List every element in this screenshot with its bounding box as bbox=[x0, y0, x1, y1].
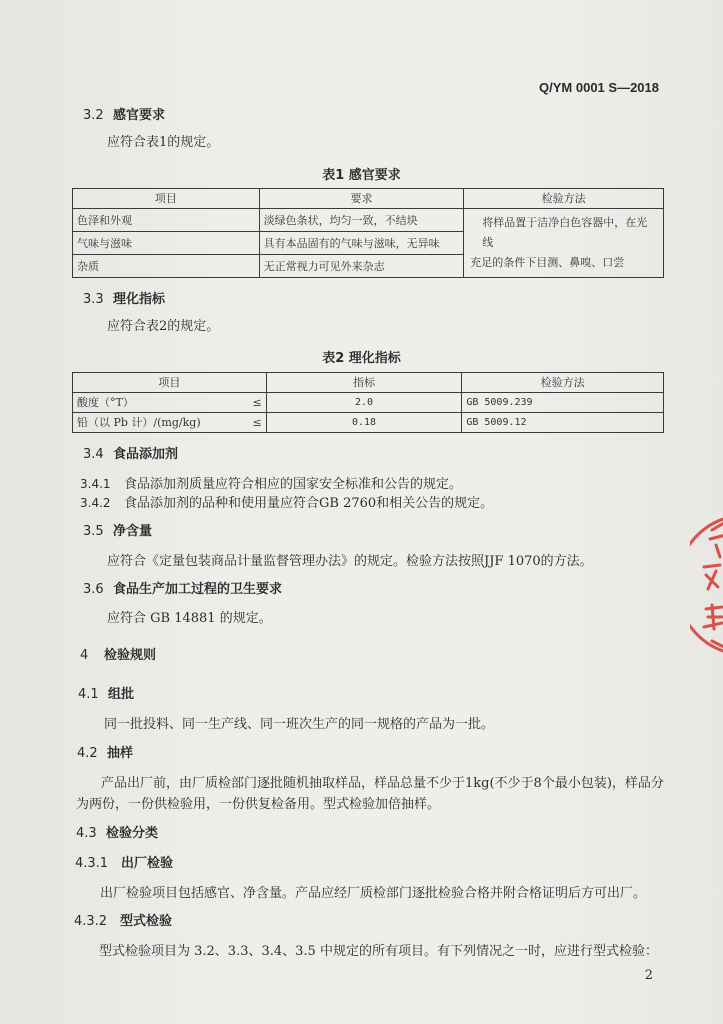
page-number: 2 bbox=[644, 968, 653, 983]
para-4-3-2: 型式检验项目为 3.2、3.3、3.4、3.5 中规定的所有项目。有下列情况之一时，应进行型式检验： bbox=[99, 944, 658, 959]
standard-code: Q/YM 0001 S—2018 bbox=[539, 80, 659, 95]
heading-4-3-2: 4.3.2 型式检验 bbox=[74, 914, 173, 929]
table1-cell-item: 气味与滋味 bbox=[73, 232, 260, 255]
heading-3-5: 3.5 净含量 bbox=[83, 524, 153, 539]
table2-header-index: 指标 bbox=[266, 373, 462, 393]
heading-4: 4 检验规则 bbox=[80, 648, 157, 663]
para-4-3-1: 出厂检验项目包括感官、净含量。产品应经厂质检部门逐批检验合格并附合格证明后方可出厂。 bbox=[100, 886, 647, 901]
para-3-2: 应符合表1的规定。 bbox=[107, 135, 220, 150]
heading-3-3: 3.3 理化指标 bbox=[83, 292, 166, 307]
table1-cell-req: 无正常视力可见外来杂志 bbox=[259, 255, 464, 278]
para-3-4-2: 3.4.2 食品添加剂的品种和使用量应符合GB 2760和相关公告的规定。 bbox=[80, 496, 494, 511]
heading-4-2: 4.2 抽样 bbox=[77, 746, 134, 761]
para-3-5: 应符合《定量包装商品计量监督管理办法》的规定。检验方法按照JJF 1070的方法。 bbox=[107, 554, 593, 569]
para-4-1: 同一批投料、同一生产线、同一班次生产的同一规格的产品为一批。 bbox=[104, 717, 495, 732]
table1-header-req: 要求 bbox=[259, 189, 464, 209]
table1-cell-item: 杂质 bbox=[73, 255, 260, 278]
table1-cell-req: 具有本品固有的气味与滋味，无异味 bbox=[259, 232, 464, 255]
table-physicochemical bbox=[72, 372, 664, 433]
table2-header-item: 项目 bbox=[73, 373, 267, 393]
table1-header-method: 检验方法 bbox=[464, 189, 664, 209]
table1-cell-method: 将样品置于洁净白色容器中，在光线 充足的条件下目测、鼻嗅、口尝 bbox=[464, 209, 664, 278]
table2-cell-value: 0.18 bbox=[266, 413, 462, 433]
table-sensory bbox=[72, 188, 664, 278]
para-4-2-line1: 产品出厂前，由厂质检部门逐批随机抽取样品，样品总量不少于1kg(不少于8个最小包装)，样品分 bbox=[101, 776, 664, 791]
table2-cell-value: 2.0 bbox=[266, 393, 462, 413]
heading-4-1: 4.1 组批 bbox=[78, 687, 135, 702]
para-3-3: 应符合表2的规定。 bbox=[107, 319, 220, 334]
para-3-4-1: 3.4.1 食品添加剂质量应符合相应的国家安全标准和公告的规定。 bbox=[80, 477, 463, 492]
table2-cell-item: 铅（以 Pb 计）/(mg/kg) ≤ bbox=[73, 413, 267, 433]
table1-caption: 表1 感官要求 bbox=[322, 168, 401, 183]
heading-3-2: 3.2 感官要求 bbox=[83, 108, 166, 123]
table2-cell-method: GB 5009.239 bbox=[462, 393, 664, 413]
table2-cell-method: GB 5009.12 bbox=[462, 413, 664, 433]
para-4-2-line2: 为两份，一份供检验用，一份供复检备用。型式检验加倍抽样。 bbox=[76, 797, 441, 812]
heading-3-4: 3.4 食品添加剂 bbox=[83, 447, 179, 462]
red-seal-icon bbox=[690, 505, 723, 665]
heading-4-3: 4.3 检验分类 bbox=[76, 826, 159, 841]
table1-header-item: 项目 bbox=[73, 189, 260, 209]
table1-cell-req: 淡绿色条状，均匀一致，不结块 bbox=[259, 209, 464, 232]
para-3-6: 应符合 GB 14881 的规定。 bbox=[107, 611, 272, 626]
table1-cell-item: 色泽和外观 bbox=[73, 209, 260, 232]
table2-header-method: 检验方法 bbox=[462, 373, 664, 393]
table2-caption: 表2 理化指标 bbox=[322, 351, 401, 366]
heading-4-3-1: 4.3.1 出厂检验 bbox=[75, 856, 174, 871]
table2-cell-item: 酸度（°T） ≤ bbox=[73, 393, 267, 413]
heading-3-6: 3.6 食品生产加工过程的卫生要求 bbox=[83, 582, 283, 597]
